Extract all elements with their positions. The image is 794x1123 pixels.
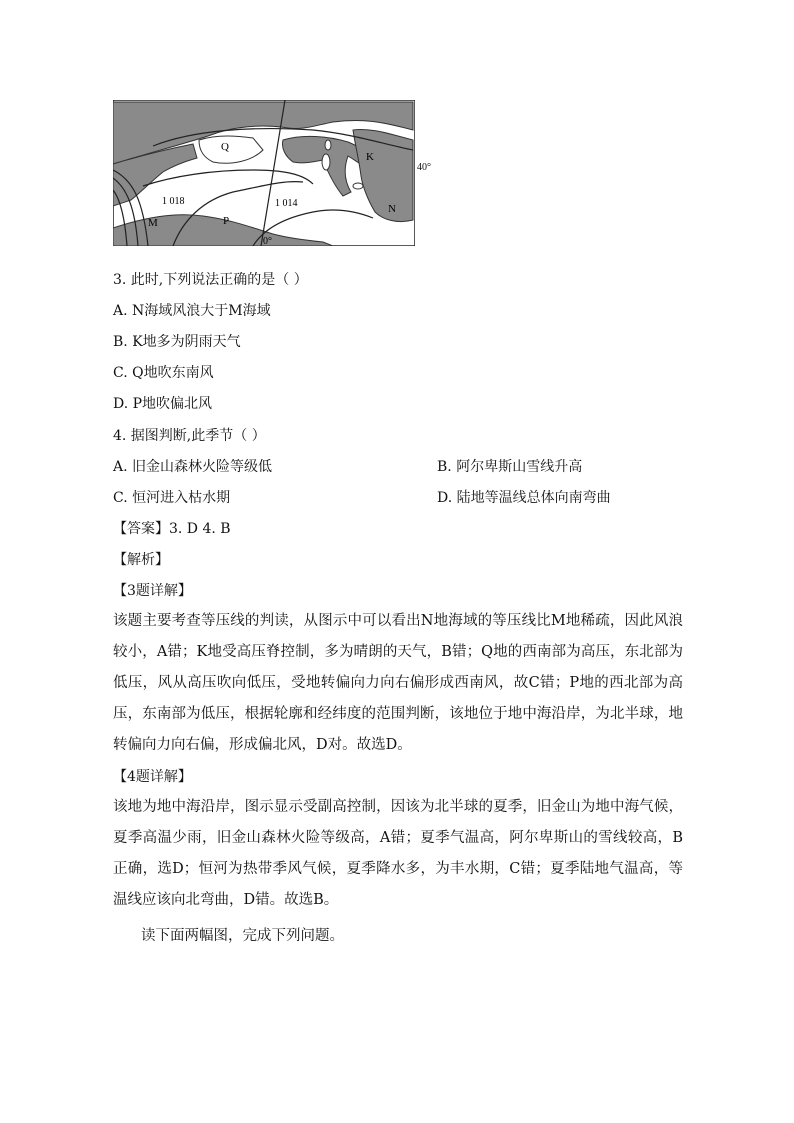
isobar-label-1014: 1 014 (275, 198, 298, 209)
answer-line: 【答案】3. D 4. B (113, 521, 231, 537)
q4-option-b: B. 阿尔卑斯山雪线升高 (437, 459, 583, 475)
map-label-n: N (388, 203, 396, 215)
map-label-q: Q (221, 141, 229, 153)
isobar-label-1018: 1 018 (162, 196, 185, 207)
q4-detail-header: 【4题详解】 (113, 769, 192, 785)
q4-option-a: A. 旧金山森林火险等级低 (113, 459, 273, 475)
next-section-prompt: 读下面两幅图，完成下列问题。 (141, 928, 344, 944)
q4-detail-text: 该地为地中海沿岸，图示显示受副高控制，因该为北半球的夏季，旧金山为地中海气候，夏季高温少雨，旧金山森林火险等级高，A错；夏季气温高，阿尔卑斯山的雪线较高，B正确，选D；恒河为热带季风气候，夏季降水多，为丰水期，C错；夏季陆地气温高，等温线应该向北弯曲，D错。故选B。 (113, 799, 683, 908)
isobar-map-figure (113, 100, 415, 246)
meridian-label: 0° (263, 236, 272, 246)
q3-option-c: C. Q地吹东南风 (113, 365, 214, 381)
q3-detail-header: 【3题详解】 (113, 583, 192, 599)
q3-option-d: D. P地吹偏北风 (113, 396, 213, 412)
analysis-header: 【解析】 (113, 552, 169, 568)
map-label-p: P (223, 215, 230, 227)
q3-stem: 3. 此时,下列说法正确的是（ ） (113, 272, 308, 288)
q4-option-c: C. 恒河进入枯水期 (113, 490, 231, 506)
q4-stem: 4. 据图判断,此季节（ ） (113, 428, 266, 444)
map-label-m: M (148, 217, 158, 229)
q3-option-a: A. N海域风浪大于M海域 (113, 303, 271, 319)
q3-option-b: B. K地多为阴雨天气 (113, 334, 241, 350)
map-label-k: K (366, 151, 374, 163)
q4-option-d: D. 陆地等温线总体向南弯曲 (437, 490, 611, 506)
q3-detail-text: 该题主要考查等压线的判读，从图示中可以看出N地海域的等压线比M地稀疏，因此风浪较小，A错；K地受高压脊控制，多为晴朗的天气，B错；Q地的西南部为高压，东北部为低压，风从高压吹向低压，受地转偏向力向右偏形成西南风，故C错；P地的西北部为高压，东南部为低压，根据轮廓和经纬度的范围判断，该地位于地中海沿岸，为北半球，地转偏向力向右偏，形成偏北风，D对。故选D。 (113, 613, 683, 753)
latitude-label: 40° (417, 162, 431, 173)
